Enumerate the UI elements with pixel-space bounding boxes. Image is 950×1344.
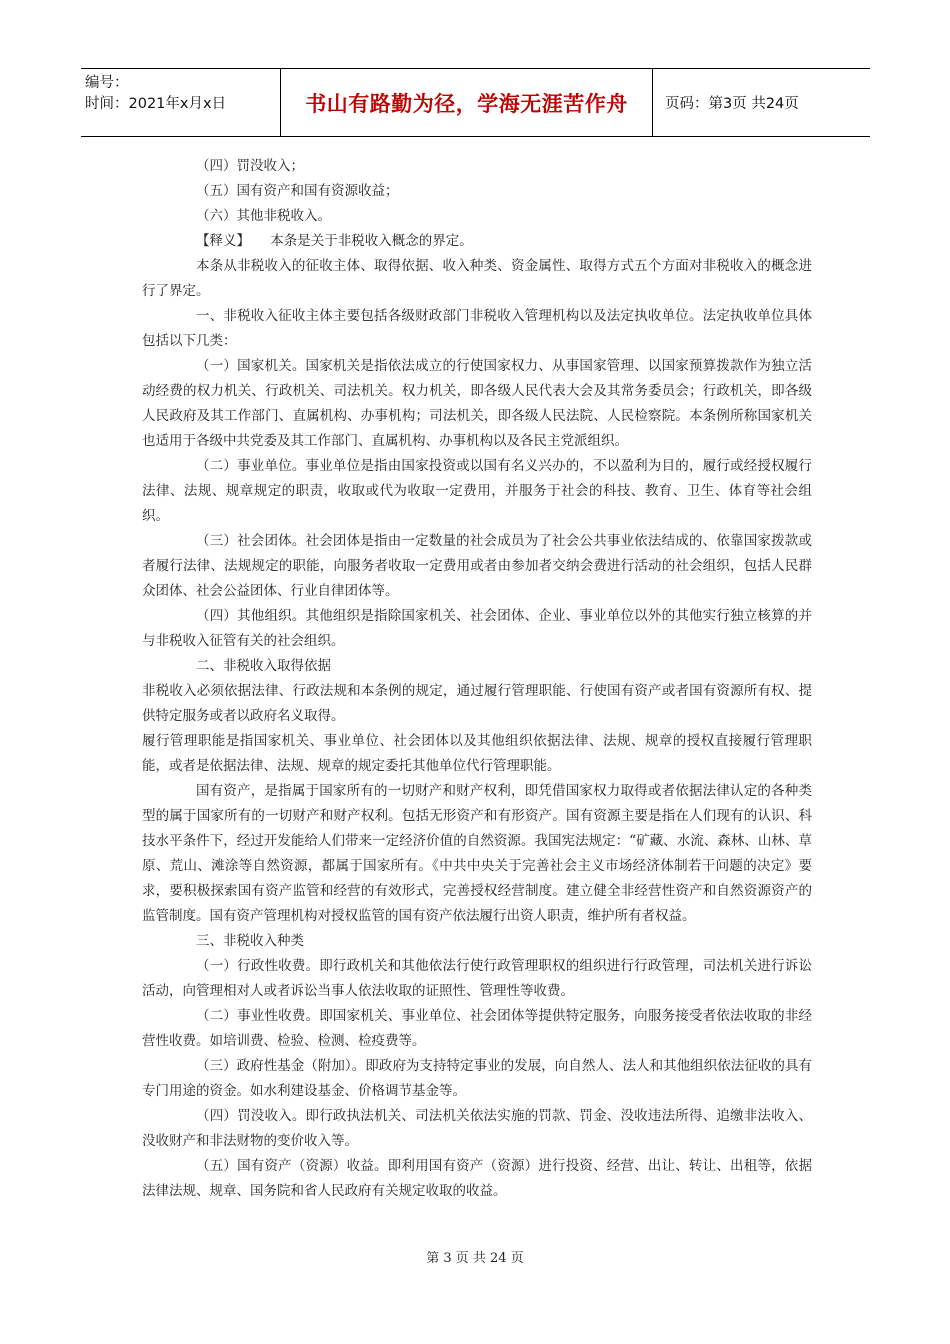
header-page-cell [653, 69, 870, 136]
body-paragraph: 履行管理职能是指国家机关、事业单位、社会团体以及其他组织依据法律、法规、规章的授权直接履行管理职能，或者是依据法律、法规、规章的规定委托其他单位代行管理职能。 [142, 733, 812, 774]
body-paragraph: （五）国有资产（资源）收益。即利用国有资产（资源）进行投资、经营、出让、转让、出租等，依据法律法规、规章、国务院和省人民政府有关规定收取的收益。 [142, 1158, 812, 1199]
body-paragraph: （一）行政性收费。即行政机关和其他依法行使行政管理职权的组织进行行政管理，司法机关进行诉讼活动，向管理相对人或者诉讼当事人依法收取的证照性、管理性等收费。 [142, 958, 812, 999]
body-paragraph: （三）政府性基金（附加）。即政府为支持特定事业的发展，向自然人、法人和其他组织依法征收的具有专门用途的资金。如水利建设基金、价格调节基金等。 [142, 1058, 812, 1099]
body-paragraph: （二）事业单位。事业单位是指由国家投资或以国有名义兴办的，不以盈利为目的，履行或经授权履行法律、法规、规章规定的职责，收取或代为收取一定费用，并服务于社会的科技、教育、卫生、体育等社会组织。 [142, 458, 812, 524]
body-paragraph: （三）社会团体。社会团体是指由一定数量的社会成员为了社会公共事业依法结成的、依靠国家拨款或者履行法律、法规规定的职能，向服务者收取一定费用或者由参加者交纳会费进行活动的社会组织，包括人民群众团体、社会公益团体、行业自律团体等。 [142, 533, 812, 599]
body-paragraph: 国有资产，是指属于国家所有的一切财产和财产权利，即凭借国家权力取得或者依据法律认定的各种类型的属于国家所有的一切财产和财产权利。包括无形资产和有形资产。国有资源主要是指在人们现有的认识、科技水平条件下，经过开发能给人们带来一定经济价值的自然资源。我国宪法规定：“矿藏、水流、森林、山林、草原、荒山、滩涂等自然资源，都属于国家所有。《中共中央关于完善社会主义市场经济体制若干问题的决定》要求，要积极探索国有资产监管和经营的有效形式，完善授权经营制度。建立健全非经营性资产和自然资源资产的监管制度。国有资产管理机构对授权监管的国有资产依法履行出资人职责，维护所有者权益。 [142, 783, 812, 924]
body-paragraph: 三、非税收入种类 [196, 933, 304, 949]
body-paragraph: 本条从非税收入的征收主体、取得依据、收入种类、资金属性、取得方式五个方面对非税收入的概念进行了界定。 [142, 258, 812, 299]
document-time-label: 时间：2021年x月x日 [85, 96, 227, 112]
body-paragraph: （五）国有资产和国有资源收益； [196, 183, 399, 199]
body-paragraph: （四）罚没收入。即行政执法机关、司法机关依法实施的罚款、罚金、没收违法所得、追缴非法收入、没收财产和非法财物的变价收入等。 [142, 1108, 812, 1149]
body-paragraph: 【释义】 本条是关于非税收入概念的界定。 [196, 233, 473, 249]
body-paragraph: 一、非税收入征收主体主要包括各级财政部门非税收入管理机构以及法定执收单位。法定执收单位具体包括以下几类： [142, 308, 812, 349]
body-paragraph: （二）事业性收费。即国家机关、事业单位、社会团体等提供特定服务，向服务接受者依法收取的非经营性收费。如培训费、检验、检测、检疫费等。 [142, 1008, 812, 1049]
header-left-cell [81, 69, 281, 136]
document-number-label: 编号： [85, 75, 129, 91]
body-paragraph: （一）国家机关。国家机关是指依法成立的行使国家权力、从事国家管理、以国家预算拨款作为独立活动经费的权力机关、行政机关、司法机关。权力机关，即各级人民代表大会及其常务委员会；行政机关，即各级人民政府及其工作部门、直属机构、办事机构；司法机关，即各级人民法院、人民检察院。本条例所称国家机关也适用于各级中共党委及其工作部门、直属机构、办事机构以及各民主党派组织。 [142, 358, 812, 449]
page-header [81, 68, 870, 137]
body-paragraph: （四）其他组织。其他组织是指除国家机关、社会团体、企业、事业单位以外的其他实行独立核算的并与非税收入征管有关的社会组织。 [142, 608, 812, 649]
body-paragraph: 二、非税收入取得依据 [196, 658, 331, 674]
document-body [142, 154, 812, 1204]
header-motto: 书山有路勤为径，学海无涯苦作舟 [305, 91, 628, 116]
header-motto-cell [281, 69, 653, 136]
body-paragraph: （四）罚没收入； [196, 158, 304, 174]
page-footer [0, 1247, 950, 1266]
body-paragraph: 非税收入必须依据法律、行政法规和本条例的规定，通过履行管理职能、行使国有资产或者国有资源所有权、提供特定服务或者以政府名义取得。 [142, 683, 812, 724]
footer-page-number: 第 3 页 共 24 页 [426, 1251, 524, 1266]
header-page-label: 页码：第3页 共24页 [665, 96, 799, 112]
body-paragraph: （六）其他非税收入。 [196, 208, 331, 224]
